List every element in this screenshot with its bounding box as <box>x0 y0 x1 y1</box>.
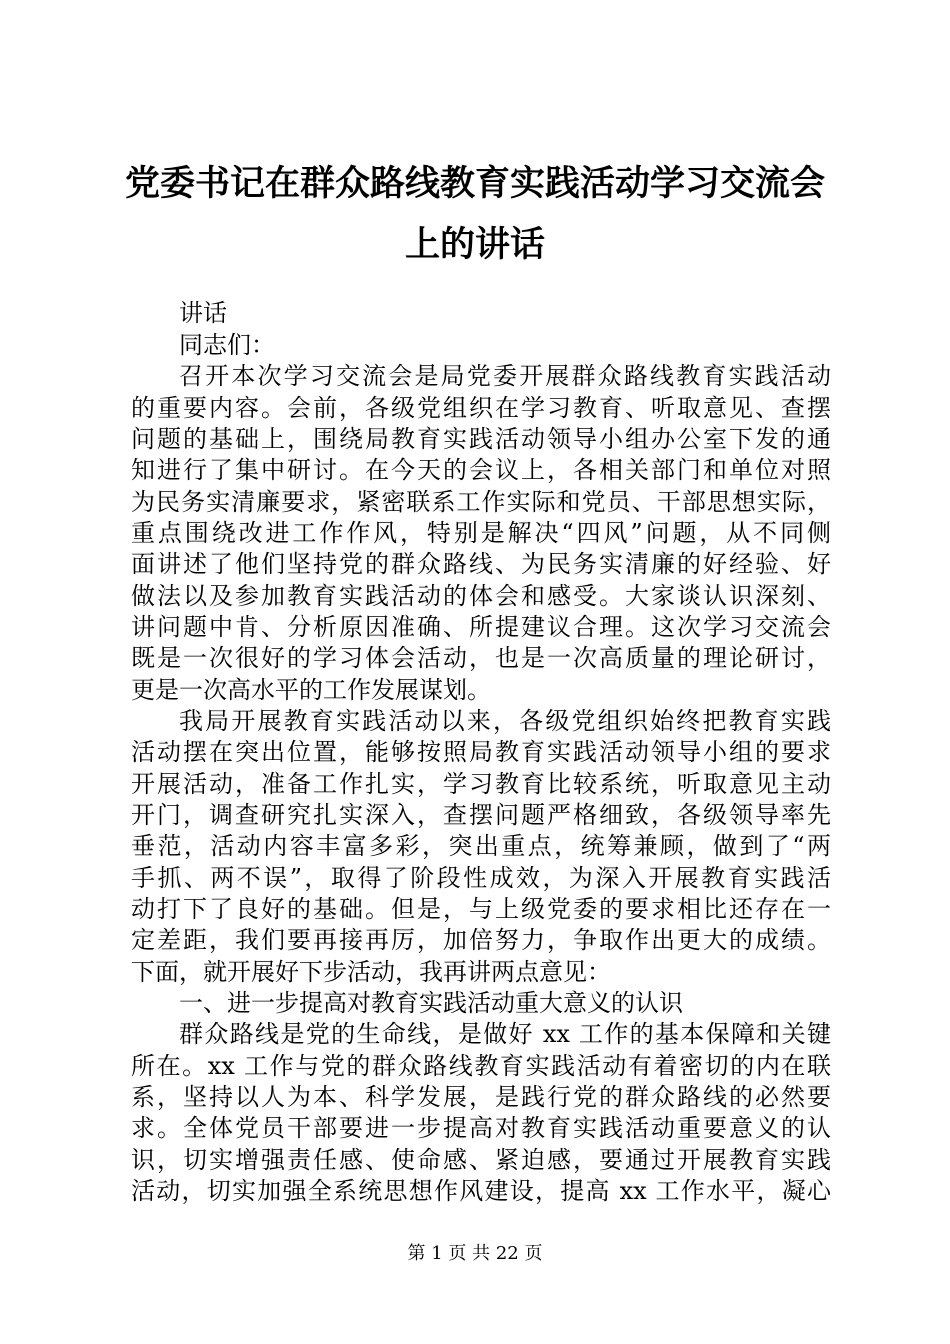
page-number: 第 1 页 共 22 页 <box>407 1243 543 1264</box>
document-title-line-1: 党委书记在群众路线教育实践活动学习交流会 <box>124 164 825 204</box>
salutation: 同志们： <box>179 331 275 359</box>
body-line: 做法以及参加教育实践活动的体会和感受。大家谈认识深刻、 <box>131 582 831 610</box>
body-line: 为民务实清廉要求，紧密联系工作实际和党员、干部思想实际， <box>131 488 831 516</box>
body-line: 开展活动，准备工作扎实，学习教育比较系统，听取意见主动 <box>131 770 831 798</box>
body-line: 求。全体党员干部要进一步提高对教育实践活动重要意义的认 <box>131 1114 831 1142</box>
body-line: 更是一次高水平的工作发展谋划。 <box>131 676 491 704</box>
body-line: 系，坚持以人为本、科学发展，是践行党的群众路线的必然要 <box>131 1083 831 1111</box>
body-line: 所在。xx 工作与党的群众路线教育实践活动有着密切的内在联 <box>131 1052 831 1080</box>
body-line: 召开本次学习交流会是局党委开展群众路线教育实践活动 <box>179 362 831 390</box>
section-heading: 一、进一步提高对教育实践活动重大意义的认识 <box>179 989 683 1017</box>
body-line: 开门，调查研究扎实深入，查摆问题严格细致，各级领导率先 <box>131 801 831 829</box>
body-line: 活动，切实加强全系统思想作风建设，提高 xx 工作水平，凝心 <box>131 1177 831 1205</box>
body-line: 的重要内容。会前，各级党组织在学习教育、听取意见、查摆 <box>131 394 831 422</box>
body-line: 面讲述了他们坚持党的群众路线、为民务实清廉的好经验、好 <box>131 550 831 578</box>
body-line: 重点围绕改进工作作风，特别是解决“四风”问题，从不同侧 <box>131 519 831 547</box>
body-line: 讲问题中肯、分析原因准确、所提建议合理。这次学习交流会 <box>131 613 831 641</box>
document-title-line-2: 上的讲话 <box>404 225 545 265</box>
body-line: 问题的基础上，围绕局教育实践活动领导小组办公室下发的通 <box>131 425 831 453</box>
body-line: 知进行了集中研讨。在今天的会议上，各相关部门和单位对照 <box>131 456 831 484</box>
body-line: 下面，就开展好下步活动，我再讲两点意见： <box>131 958 611 986</box>
body-line: 动打下了良好的基础。但是，与上级党委的要求相比还存在一 <box>131 895 831 923</box>
speech-label: 讲话 <box>179 299 227 327</box>
body-line: 垂范，活动内容丰富多彩，突出重点，统筹兼顾，做到了“两 <box>131 832 831 860</box>
body-line: 我局开展教育实践活动以来，各级党组织始终把教育实践 <box>179 707 831 735</box>
body-line: 既是一次很好的学习体会活动，也是一次高质量的理论研讨， <box>131 644 831 672</box>
body-line: 识，切实增强责任感、使命感、紧迫感，要通过开展教育实践 <box>131 1146 831 1174</box>
body-line: 活动摆在突出位置，能够按照局教育实践活动领导小组的要求 <box>131 738 831 766</box>
body-line: 手抓、两不误”，取得了阶段性成效，为深入开展教育实践活 <box>131 864 831 892</box>
body-line: 定差距，我们要再接再厉，加倍努力，争取作出更大的成绩。 <box>131 926 831 954</box>
body-line: 群众路线是党的生命线，是做好 xx 工作的基本保障和关键 <box>179 1020 831 1048</box>
